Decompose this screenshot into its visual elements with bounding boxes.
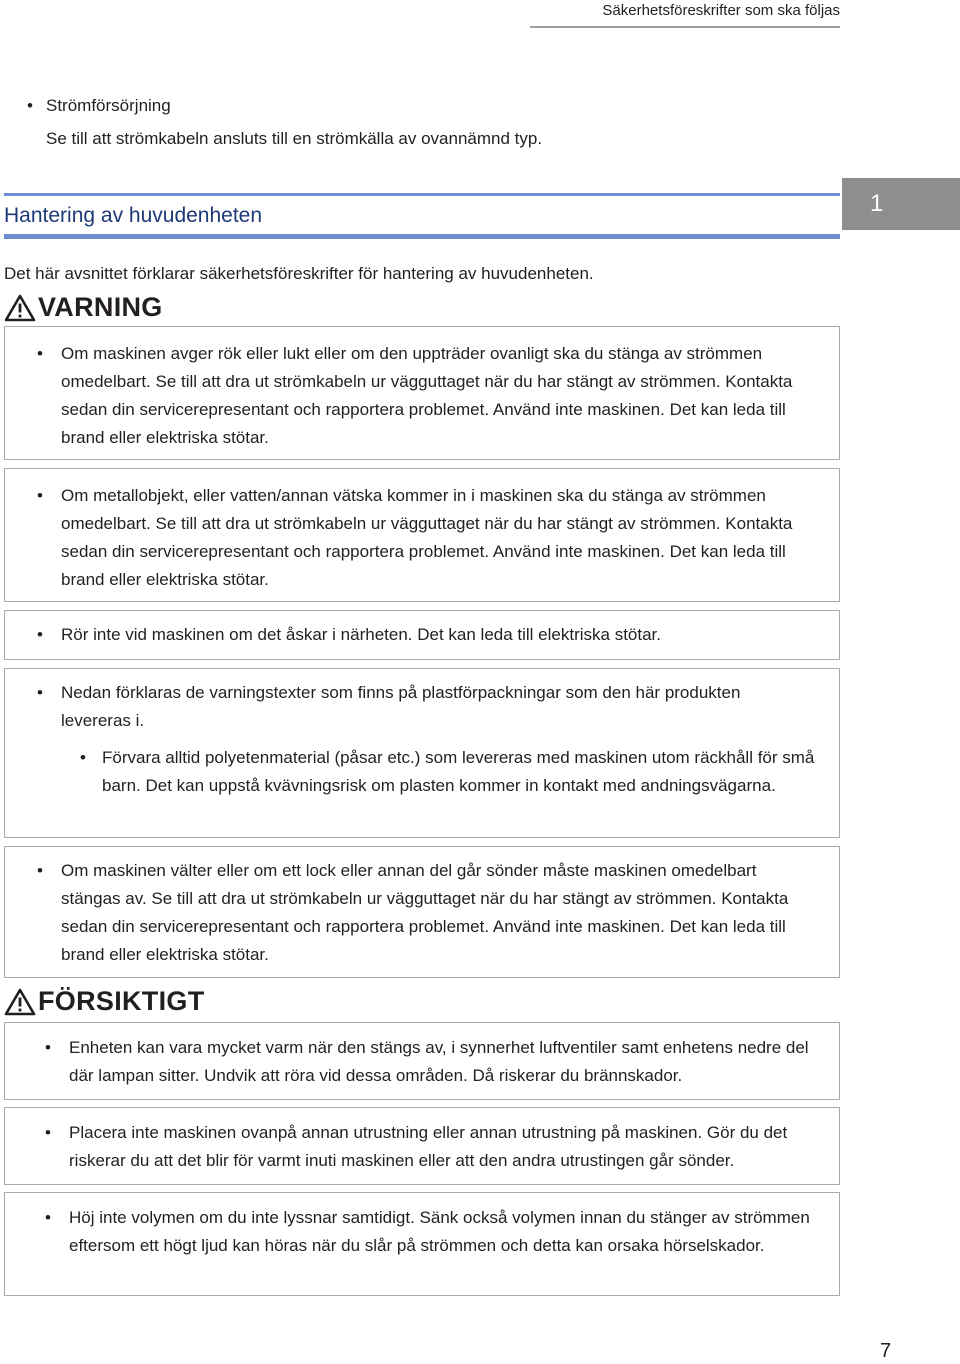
power-title: Strömförsörjning [46, 96, 171, 115]
warning-item [37, 482, 813, 594]
bullet: • [37, 344, 43, 363]
caution-item [45, 1034, 813, 1090]
power-list-item [24, 88, 824, 124]
bullet: • [80, 748, 86, 767]
bullet: • [27, 96, 33, 115]
caution-box [4, 1107, 840, 1185]
warning-box [4, 468, 840, 602]
section-intro: Det här avsnittet förklarar säkerhetsföreskrifter för hantering av huvudenheten. [4, 264, 594, 283]
warning-heading-text: VARNING [38, 292, 163, 322]
caution-box [4, 1022, 840, 1100]
warning-box [4, 326, 840, 460]
bullet: • [45, 1123, 51, 1142]
caution-item-text: Höj inte volymen om du inte lyssnar samtidigt. Sänk också volymen innan du stänger av strömmen eftersom ett högt ljud kan höras när du slår på strömmen och detta kan orsaka hörselskador. [69, 1208, 810, 1255]
caution-box [4, 1192, 840, 1296]
title-rule-bottom [4, 234, 840, 239]
warning-triangle-icon [4, 294, 36, 322]
warning-item [37, 621, 813, 649]
warning-box [4, 610, 840, 660]
warning-heading [4, 292, 163, 323]
caution-item-text: Placera inte maskinen ovanpå annan utrustning eller annan utrustning på maskinen. Gör du det riskerar du att det blir för varmt inuti maskinen eller att den andra utrustingen går sönder. [69, 1123, 788, 1170]
caution-heading-text: FÖRSIKTIGT [38, 986, 205, 1016]
page-number: 7 [880, 1340, 892, 1362]
warning-item [37, 857, 813, 969]
warning-box [4, 668, 840, 838]
bullet: • [37, 486, 43, 505]
caution-triangle-icon [4, 988, 36, 1016]
bullet: • [37, 625, 43, 644]
warning-item-text: Om maskinen välter eller om ett lock eller annan del går sönder måste maskinen omedelbart stängas av. Se till att dra ut strömkabeln ur vägguttaget när du har stängt av strömmen. Kontakta sedan din servicerepresentant och rapportera problemet. Använd inte maskinen. Det kan leda till brand eller elektriska stötar. [61, 861, 789, 964]
warning-item-text: Nedan förklaras de varningstexter som finns på plastförpackningar som den här produkten levereras i. [61, 683, 741, 730]
warning-box [4, 846, 840, 978]
power-list [24, 88, 824, 124]
warning-item [37, 340, 813, 452]
warning-sub-item-text: Förvara alltid polyetenmaterial (påsar etc.) som levereras med maskinen utom räckhåll för små barn. Det kan uppstå kvävningsrisk om plasten kommer in kontakt med andningsvägarna. [102, 748, 815, 795]
power-text: Se till att strömkabeln ansluts till en strömkälla av ovannämnd typ. [46, 129, 543, 148]
running-head-rule [530, 26, 840, 28]
running-head: Säkerhetsföreskrifter som ska följas [602, 2, 840, 19]
title-rule-top [4, 193, 840, 196]
warning-item-text: Rör inte vid maskinen om det åskar i närheten. Det kan leda till elektriska stötar. [61, 625, 662, 644]
warning-item-text: Om metallobjekt, eller vatten/annan vätska kommer in i maskinen ska du stänga av strömmen omedelbart. Se till att dra ut strömkabeln ur vägguttaget när du har stängt av strömmen. Kontakta sedan din servicerepresentant och rapportera problemet. Använd inte maskinen. Det kan leda till brand eller elektriska stötar. [61, 486, 793, 589]
caution-item-text: Enheten kan vara mycket varm när den stängs av, i synnerhet luftventiler samt enhetens nedre del där lampan sitter. Undvik att röra vid dessa områden. Då riskerar du brännskador. [69, 1038, 809, 1085]
bullet: • [37, 683, 43, 702]
warning-item [37, 679, 813, 735]
warning-sub-item [80, 744, 823, 800]
bullet: • [37, 861, 43, 880]
warning-item-text: Om maskinen avger rök eller lukt eller om den uppträder ovanligt ska du stänga av strömmen omedelbart. Se till att dra ut strömkabeln ur vägguttaget när du har stängt av strömmen. Kontakta sedan din servicerepresentant och rapportera problemet. Använd inte maskinen. Det kan leda till brand eller elektriska stötar. [61, 344, 793, 447]
chapter-tab: 1 [842, 178, 960, 230]
section-title-bar [4, 193, 840, 239]
caution-item [45, 1119, 813, 1175]
bullet: • [45, 1208, 51, 1227]
section-title: Hantering av huvudenheten [4, 204, 263, 227]
caution-item [45, 1204, 813, 1260]
caution-heading [4, 986, 205, 1017]
bullet: • [45, 1038, 51, 1057]
